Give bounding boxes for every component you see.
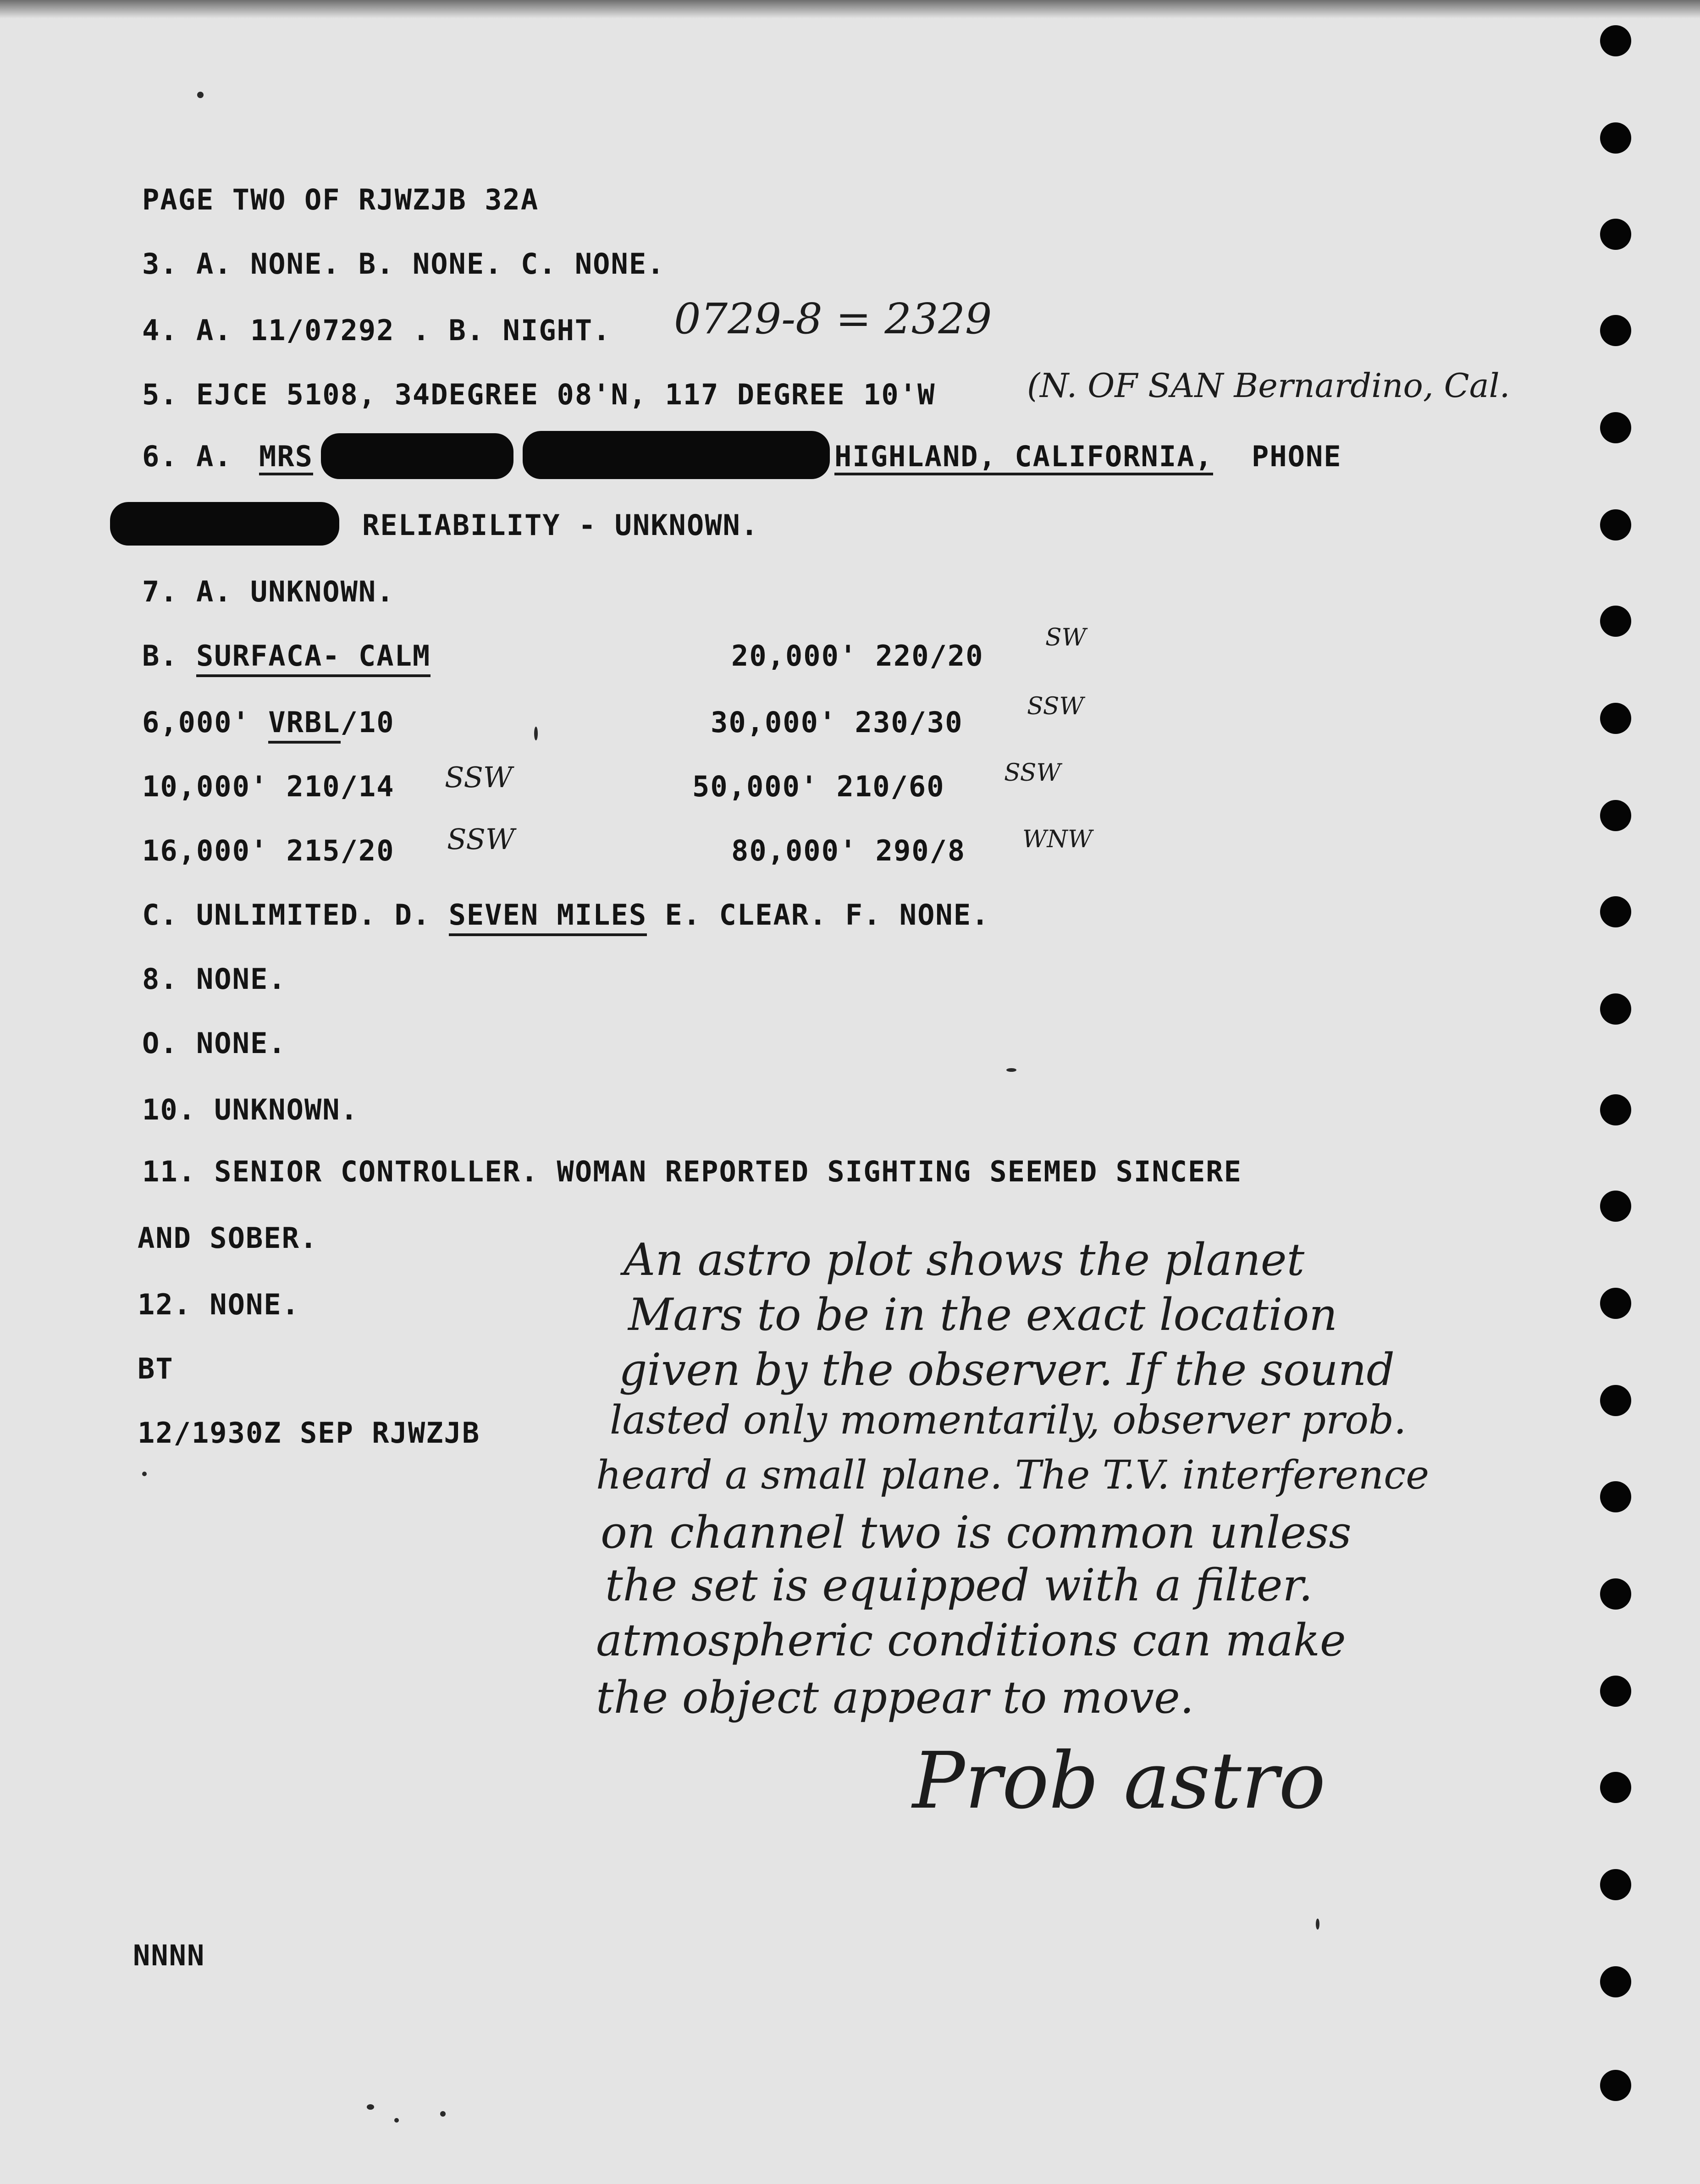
- scan-speck: [197, 92, 204, 98]
- feed-hole: [1600, 703, 1631, 734]
- feed-hole: [1600, 1578, 1631, 1610]
- bt-marker: BT: [138, 1352, 174, 1385]
- note-line: atmospheric conditions can make: [596, 1615, 1346, 1666]
- scan-speck: [440, 2111, 446, 2117]
- feed-hole: [1600, 800, 1631, 831]
- item-6-phone: PHONE: [1252, 440, 1342, 473]
- handwritten-wind-mark: SSW: [1027, 693, 1084, 720]
- item-6-place: HIGHLAND, CALIFORNIA,: [834, 442, 1213, 475]
- scan-speck: [142, 1472, 147, 1476]
- note-line: lasted only momentarily, observer prob.: [610, 1397, 1407, 1443]
- feed-hole: [1600, 1191, 1631, 1222]
- scan-edge-shadow: [0, 0, 1700, 18]
- feed-hole: [1600, 122, 1631, 154]
- handwritten-wind-mark: SSW: [445, 761, 513, 794]
- winds-row-1-right: 20,000' 220/20: [731, 639, 984, 673]
- item-9: O. NONE.: [142, 1026, 287, 1060]
- feed-hole: [1600, 993, 1631, 1025]
- feed-hole: [1600, 1772, 1631, 1803]
- item-8: 8. NONE.: [142, 962, 287, 996]
- feed-hole: [1600, 1288, 1631, 1319]
- handwritten-time-calc: 0729-8 = 2329: [674, 294, 992, 343]
- note-line: An astro plot shows the planet: [624, 1234, 1305, 1285]
- feed-hole: [1600, 1966, 1631, 1997]
- winds-row-3-right: 50,000' 210/60: [692, 770, 945, 803]
- feed-hole: [1600, 2070, 1631, 2101]
- winds-row-4-right: 80,000' 290/8: [731, 834, 966, 867]
- page-header: PAGE TWO OF RJWZJB 32A: [142, 183, 539, 216]
- handwritten-location-note: (N. OF SAN Bernardino, Cal.: [1027, 366, 1510, 405]
- item-12: 12. NONE.: [138, 1288, 300, 1321]
- item-11: 11. SENIOR CONTROLLER. WOMAN REPORTED SIGHTING SEEMED SINCERE: [142, 1155, 1242, 1188]
- item-7c: C. UNLIMITED. D. SEVEN MILES E. CLEAR. F. NONE.: [142, 901, 989, 929]
- handwritten-wind-mark: SW: [1045, 624, 1087, 651]
- feed-hole: [1600, 606, 1631, 637]
- feed-hole: [1600, 1676, 1631, 1707]
- note-line: the set is equipped with a filter.: [605, 1560, 1313, 1611]
- item-10: 10. UNKNOWN.: [142, 1093, 359, 1126]
- feed-hole: [1600, 1481, 1631, 1512]
- note-line: Mars to be in the exact location: [628, 1289, 1338, 1340]
- winds-row-2-right: 30,000' 230/30: [711, 706, 963, 739]
- scan-speck: [394, 2118, 399, 2123]
- scan-speck: [1316, 1919, 1319, 1930]
- feed-hole: [1600, 219, 1631, 250]
- scan-speck: [1006, 1068, 1016, 1072]
- feed-hole: [1600, 315, 1631, 346]
- feed-hole: [1600, 509, 1631, 540]
- note-line: heard a small plane. The T.V. interference: [596, 1452, 1430, 1498]
- winds-row-4-left: 16,000' 215/20: [142, 834, 395, 867]
- feed-hole: [1600, 896, 1631, 927]
- handwritten-conclusion: Prob astro: [912, 1736, 1326, 1826]
- note-line: on channel two is common unless: [601, 1507, 1352, 1558]
- handwritten-wind-mark: SSW: [447, 822, 515, 856]
- scan-speck: [534, 727, 538, 740]
- scan-speck: [367, 2104, 374, 2110]
- item-5: 5. EJCE 5108, 34DEGREE 08'N, 117 DEGREE 10'W: [142, 378, 936, 411]
- feed-hole: [1600, 412, 1631, 443]
- end-of-message: NNNN: [133, 1939, 205, 1972]
- item-4: 4. A. 11/07292 . B. NIGHT.: [142, 314, 611, 347]
- note-line: the object appear to move.: [596, 1672, 1194, 1723]
- item-6-prefix: 6. A.: [142, 440, 232, 473]
- winds-row-3-left: 10,000' 210/14: [142, 770, 395, 803]
- feed-hole: [1600, 1869, 1631, 1900]
- item-6-reliability: RELIABILITY - UNKNOWN.: [362, 508, 759, 542]
- note-line: given by the observer. If the sound: [619, 1344, 1395, 1395]
- winds-row-2-left: 6,000' VRBL/10: [142, 708, 395, 737]
- redaction-name: [321, 433, 513, 479]
- redaction-phone: [110, 502, 339, 546]
- item-7a: 7. A. UNKNOWN.: [142, 575, 395, 608]
- winds-row-1-left: B. SURFACA- CALM: [142, 642, 431, 670]
- redaction-address: [523, 431, 830, 479]
- item-11-cont: AND SOBER.: [138, 1221, 318, 1255]
- item-3: 3. A. NONE. B. NONE. C. NONE.: [142, 247, 665, 281]
- date-time-group: 12/1930Z SEP RJWZJB: [138, 1416, 480, 1450]
- feed-hole: [1600, 25, 1631, 56]
- handwritten-wind-mark: WNW: [1022, 826, 1093, 853]
- handwritten-wind-mark: SSW: [1004, 759, 1061, 787]
- item-6-mrs: MRS: [259, 442, 313, 475]
- feed-hole: [1600, 1385, 1631, 1416]
- feed-hole: [1600, 1094, 1631, 1125]
